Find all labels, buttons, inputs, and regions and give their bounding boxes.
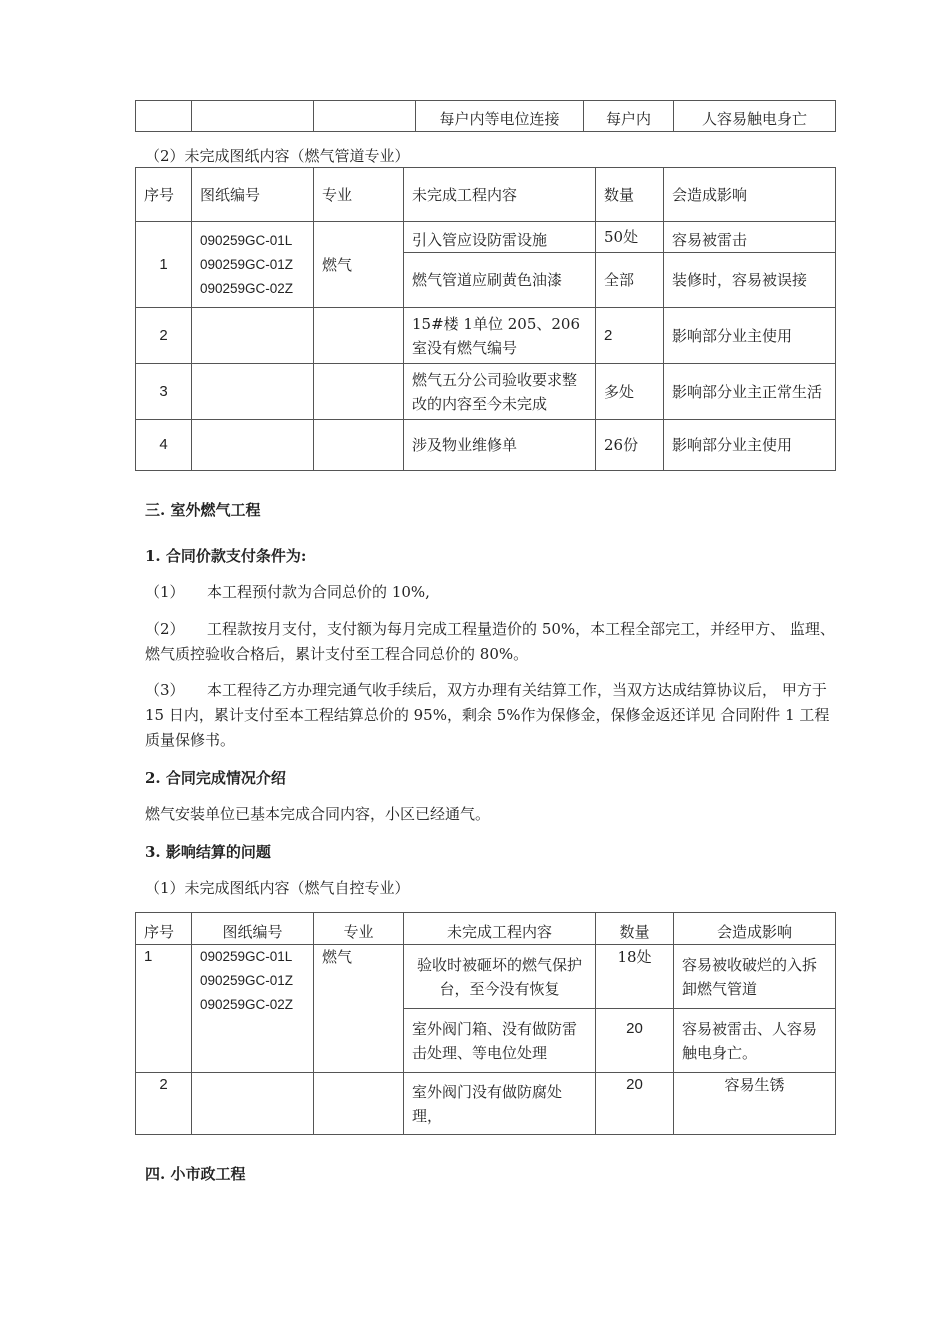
major-cell: 燃气 xyxy=(314,945,404,1073)
content-cell: 燃气五分公司验收要求整改的内容至今未完成 xyxy=(404,364,596,420)
drawing-number: 090259GC-01L xyxy=(200,232,293,248)
drawing-numbers-cell xyxy=(192,945,314,1073)
content-cell: 15#楼 1单位 205、206室没有燃气编号 xyxy=(404,308,596,364)
header-seq: 序号 xyxy=(136,168,192,222)
drawing-number: 090259GC-01L xyxy=(200,949,293,964)
seq-cell: 3 xyxy=(136,364,192,420)
table-caption: （1）未完成图纸内容（燃气自控专业） xyxy=(145,879,410,897)
content-cell: 燃气管道应刷黄色油漆 xyxy=(404,253,596,308)
section-title: 四. 小市政工程 xyxy=(145,1165,246,1183)
header-content: 未完成工程内容 xyxy=(404,168,596,222)
paragraph: （3） 本工程待乙方办理完通气收手续后，双方办理有关结算工作，当双方达成结算协议后， 甲方于 15 日内，累计支付至本工程结算总价的 95%，剩余 5%作为保修金，保修金返还详见 合同附件 1 工程质量保修书。 xyxy=(145,681,830,749)
paragraph: 燃气安装单位已基本完成合同内容，小区已经通气。 xyxy=(145,805,491,823)
qty-cell: 20 xyxy=(596,1009,674,1073)
top-continuation-table xyxy=(135,100,836,132)
qty-cell: 每户内 xyxy=(584,101,674,132)
seq-cell: 2 xyxy=(136,1073,192,1135)
qty-cell: 多处 xyxy=(596,364,664,420)
content-cell: 室外阀门没有做防腐处理， xyxy=(404,1073,596,1135)
header-seq: 序号 xyxy=(136,913,192,945)
cell-empty xyxy=(192,420,314,471)
drawing-number: 090259GC-02Z xyxy=(200,280,294,296)
qty-cell: 18处 xyxy=(596,945,674,1009)
impact-cell: 容易被收破烂的入拆卸燃气管道 xyxy=(674,945,836,1009)
qty-cell: 26份 xyxy=(596,420,664,471)
drawing-number: 090259GC-01Z xyxy=(200,973,294,988)
cell-empty xyxy=(314,1073,404,1135)
content-cell: 涉及物业维修单 xyxy=(404,420,596,471)
seq-cell: 4 xyxy=(136,420,192,471)
seq-cell: 1 xyxy=(136,222,192,308)
qty-cell: 2 xyxy=(596,308,664,364)
paragraph: （1） 本工程预付款为合同总价的 10%, xyxy=(145,583,430,601)
impact-cell: 影响部分业主正常生活 xyxy=(664,364,836,420)
qty-cell: 全部 xyxy=(596,253,664,308)
header-qty: 数量 xyxy=(596,168,664,222)
content-cell: 每户内等电位连接 xyxy=(416,101,584,132)
cell-empty xyxy=(314,364,404,420)
impact-cell: 影响部分业主使用 xyxy=(664,420,836,471)
cell-empty xyxy=(192,308,314,364)
header-qty: 数量 xyxy=(596,913,674,945)
header-impact: 会造成影响 xyxy=(674,913,836,945)
qty-cell: 50处 xyxy=(596,222,664,253)
drawing-number: 090259GC-01Z xyxy=(200,256,294,272)
header-drawing: 图纸编号 xyxy=(192,168,314,222)
table-caption: （2）未完成图纸内容（燃气管道专业） xyxy=(145,147,410,165)
impact-cell: 容易生锈 xyxy=(674,1073,836,1135)
header-major: 专业 xyxy=(314,913,404,945)
cell-empty xyxy=(192,364,314,420)
content-cell: 室外阀门箱、没有做防雷击处理、等电位处理 xyxy=(404,1009,596,1073)
impact-cell: 装修时，容易被误接 xyxy=(664,253,836,308)
cell-empty xyxy=(192,1073,314,1135)
impact-cell: 容易被雷击 xyxy=(664,222,836,253)
section-title: 三. 室外燃气工程 xyxy=(145,501,261,519)
qty-cell: 20 xyxy=(596,1073,674,1135)
header-major: 专业 xyxy=(314,168,404,222)
cell-empty xyxy=(192,101,314,132)
content-cell: 引入管应设防雷设施 xyxy=(404,222,596,253)
drawing-numbers-cell xyxy=(192,222,314,308)
cell-empty xyxy=(314,308,404,364)
seq-cell: 1 xyxy=(136,945,192,1073)
cell-empty xyxy=(314,101,416,132)
drawing-number: 090259GC-02Z xyxy=(200,997,294,1012)
impact-cell: 影响部分业主使用 xyxy=(664,308,836,364)
header-impact: 会造成影响 xyxy=(664,168,836,222)
impact-cell: 人容易触电身亡 xyxy=(674,101,836,132)
seq-cell: 2 xyxy=(136,308,192,364)
subsection-heading: 3. 影响结算的问题 xyxy=(145,843,271,861)
paragraph: （2） 工程款按月支付，支付额为每月完成工程量造价的 50%，本工程全部完工，并经甲方、 监理、燃气质控验收合格后，累计支付至工程合同总价的 80%。 xyxy=(145,620,835,663)
header-drawing: 图纸编号 xyxy=(192,913,314,945)
content-cell: 验收时被砸坏的燃气保护台，至今没有恢复 xyxy=(404,945,596,1009)
gas-pipeline-table xyxy=(135,167,836,471)
major-cell: 燃气 xyxy=(314,222,404,308)
subsection-heading: 1. 合同价款支付条件为: xyxy=(145,547,307,565)
subsection-heading: 2. 合同完成情况介绍 xyxy=(145,769,286,787)
impact-cell: 容易被雷击、人容易触电身亡。 xyxy=(674,1009,836,1073)
cell-empty xyxy=(136,101,192,132)
cell-empty xyxy=(314,420,404,471)
header-content: 未完成工程内容 xyxy=(404,913,596,945)
gas-control-table xyxy=(135,912,836,1135)
